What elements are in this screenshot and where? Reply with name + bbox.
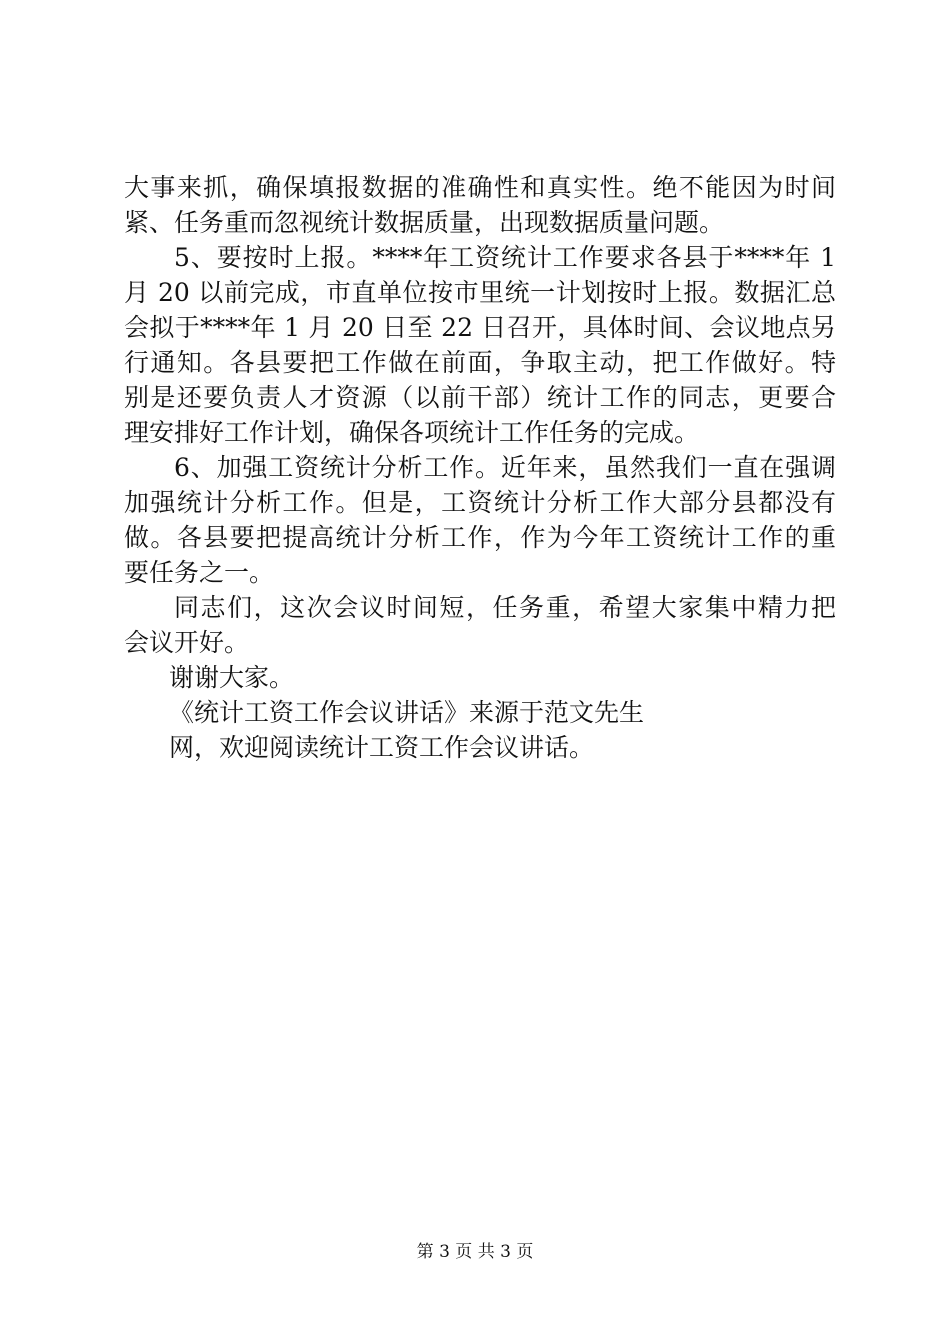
document-body bbox=[124, 170, 836, 765]
text-line: 紧、任务重而忽视统计数据质量，出现数据质量问题。 bbox=[124, 208, 725, 237]
text-line: 月 20 以前完成，市直单位按市里统一计划按时上报。数据汇总 bbox=[124, 278, 836, 307]
text-line: 加强统计分析工作。但是，工资统计分析工作大部分县都没有 bbox=[124, 488, 836, 517]
text-line: 6、加强工资统计分析工作。近年来，虽然我们一直在强调 bbox=[174, 453, 836, 482]
text-line: 会拟于****年 1 月 20 日至 22 日召开，具体时间、会议地点另 bbox=[124, 313, 836, 342]
text-line: 别是还要负责人才资源（以前干部）统计工作的同志，更要合 bbox=[124, 383, 836, 412]
text-line: 会议开好。 bbox=[124, 628, 250, 657]
text-line: 理安排好工作计划，确保各项统计工作任务的完成。 bbox=[124, 418, 700, 447]
text-line: 大事来抓，确保填报数据的准确性和真实性。绝不能因为时间 bbox=[124, 173, 836, 202]
text-line: 同志们，这次会议时间短，任务重，希望大家集中精力把 bbox=[174, 593, 836, 622]
text-line: 要任务之一。 bbox=[124, 558, 275, 587]
text-line: 行通知。各县要把工作做在前面，争取主动，把工作做好。特 bbox=[124, 348, 836, 377]
text-line: 做。各县要把提高统计分析工作，作为今年工资统计工作的重 bbox=[124, 523, 836, 552]
text-line: 《统计工资工作会议讲话》来源于范文先生 bbox=[169, 698, 645, 727]
page-number-footer: 第 3 页 共 3 页 bbox=[416, 1242, 534, 1262]
text-line: 谢谢大家。 bbox=[169, 663, 295, 692]
text-line: 网，欢迎阅读统计工资工作会议讲话。 bbox=[169, 733, 595, 762]
text-line: 5、要按时上报。****年工资统计工作要求各县于****年 1 bbox=[174, 243, 836, 272]
